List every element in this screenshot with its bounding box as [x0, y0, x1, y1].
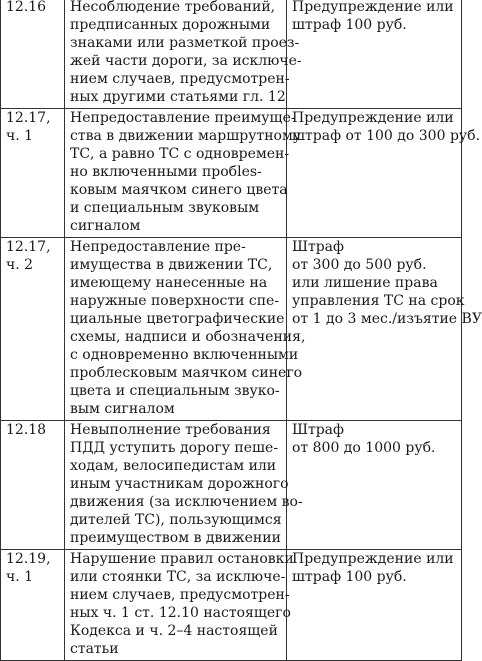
penalty-line: Штраф: [292, 239, 344, 255]
description-cell: [65, 238, 306, 421]
description-line: знаками или разметкой проез-: [70, 35, 300, 51]
table-row: [1, 0, 462, 109]
description-cell: [65, 421, 303, 550]
description-line: но включенными пробles-: [70, 164, 262, 180]
penalty-line: штраф от 100 до 300 руб.: [292, 128, 481, 144]
penalty-line: от 1 до 3 мес./изъятие ВУ: [292, 311, 482, 327]
description-line: статьи: [70, 641, 119, 657]
description-line: Непредоставление пре-: [70, 239, 246, 255]
fines-table-body: [1, 0, 482, 661]
penalty-cell: [287, 550, 462, 661]
description-line: нием случаев, предусмотрен-: [70, 587, 290, 603]
description-line: ковым маячком синего цвета: [70, 182, 288, 198]
description-line: ходам, велосипедистам или: [70, 458, 277, 474]
article-text: 12.19,: [6, 551, 51, 567]
table-row: [1, 238, 462, 421]
article-cell: [1, 109, 65, 238]
description-line: Невыполнение требования: [70, 422, 271, 438]
description-line: имеющему нанесенные на: [70, 275, 268, 291]
penalty-line: Предупреждение или: [292, 551, 454, 567]
description-cell: [65, 109, 302, 238]
penalty-line: штраф 100 руб.: [292, 569, 407, 585]
description-line: ства в движении маршрутному: [70, 128, 302, 144]
article-text: 12.18: [6, 422, 47, 438]
table-row: [1, 421, 462, 550]
penalty-line: Штраф: [292, 422, 344, 438]
description-line: наружные поверхности спе-: [70, 293, 280, 309]
description-line: предписанных дорожными: [70, 17, 271, 33]
description-line: схемы, надписи и обозначения,: [70, 329, 306, 345]
description-line: сигналом: [70, 218, 141, 234]
description-line: циальные цветографические: [70, 311, 285, 327]
description-line: вым сигналом: [70, 401, 175, 417]
penalty-line: штраф 100 руб.: [292, 17, 407, 33]
article-part: ч. 1: [6, 569, 34, 585]
article-part: ч. 1: [6, 128, 34, 144]
description-line: ПДД уступить дорогу пеше-: [70, 440, 279, 456]
description-line: ных другими статьями гл. 12: [70, 89, 286, 105]
penalty-line: или лишение права: [292, 275, 438, 291]
table-row: [1, 550, 462, 661]
penalty-cell: [287, 109, 481, 238]
article-cell: [1, 238, 65, 421]
description-line: цвета и специальным звуко-: [70, 383, 280, 399]
description-line: имущества в движении ТС,: [70, 257, 273, 273]
penalty-cell: [287, 238, 482, 421]
description-line: преимуществом в движении: [70, 530, 281, 546]
table-row: [1, 109, 462, 238]
description-line: дителей ТС), пользующимся: [70, 512, 282, 528]
description-line: Несоблюдение требований,: [70, 0, 276, 15]
penalty-line: управления ТС на срок: [292, 293, 465, 309]
description-line: и специальным звуковым: [70, 200, 260, 216]
description-cell: [65, 0, 302, 109]
description-line: нием случаев, предусмотрен-: [70, 71, 290, 87]
description-line: иным участникам дорожного: [70, 476, 289, 492]
description-line: жей части дороги, за исключе-: [70, 53, 302, 69]
penalty-line: Предупреждение или: [292, 110, 454, 126]
penalty-line: от 800 до 1000 руб.: [292, 440, 436, 456]
penalty-cell: [287, 0, 462, 109]
article-cell: [1, 550, 65, 661]
description-line: Непредоставление преимуще-: [70, 110, 296, 126]
article-text: 12.17,: [6, 239, 51, 255]
description-line: ТС, а равно ТС с одновремен-: [70, 146, 290, 162]
article-part: ч. 2: [6, 257, 34, 273]
penalty-line: Предупреждение или: [292, 0, 454, 15]
article-cell: [1, 421, 65, 550]
description-line: Нарушение правил остановки: [70, 551, 294, 567]
description-line: Кодекса и ч. 2–4 настоящей: [70, 623, 278, 639]
description-line: с одновременно включенными: [70, 347, 299, 363]
article-cell: [1, 0, 65, 109]
article-text: 12.17,: [6, 110, 51, 126]
description-line: проблесковым маячком синего: [70, 365, 303, 381]
description-line: или стоянки ТС, за исключе-: [70, 569, 286, 585]
article-text: 12.16: [6, 0, 47, 15]
description-cell: [65, 550, 294, 661]
description-line: ных ч. 1 ст. 12.10 настоящего: [70, 605, 291, 621]
penalty-line: от 300 до 500 руб.: [292, 257, 427, 273]
description-line: движения (за исключением во-: [70, 494, 303, 510]
penalty-cell: [287, 421, 462, 550]
